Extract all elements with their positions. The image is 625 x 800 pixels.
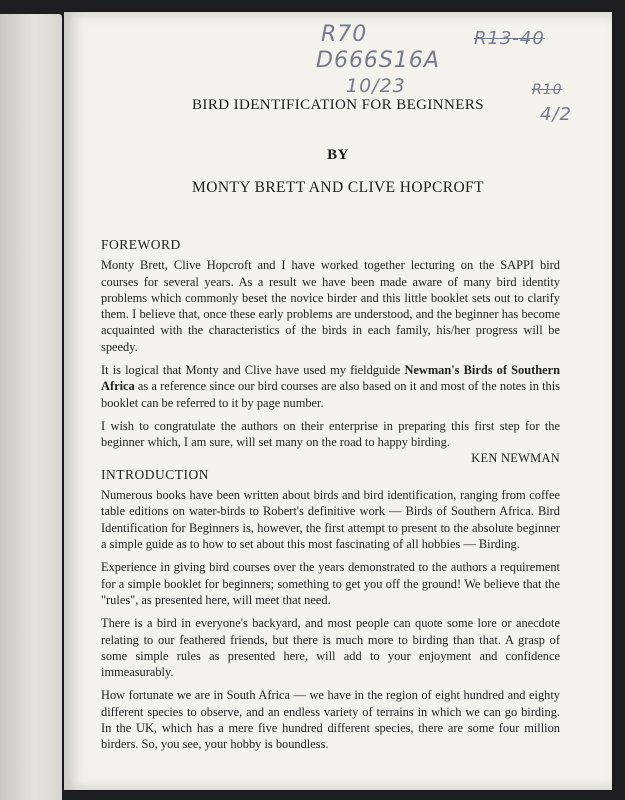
introduction-paragraph-3: There is a bird in everyone's backyard, and most people can quote some lore or anecdote relating to our feathered friends, but there is much more to birding than that. A grasp of some simple rules as presented here, will add to your enjoyment and confidence immeasurably. xyxy=(101,616,560,680)
introduction-paragraph-1: Numerous books have been written about birds and bird identification, ranging from coffee table editions on water-birds to Robert's definitive work — Birds of Southern Africa. Bird Identification for Beginners is, however, the first attempt to present to the absolute beginner a simple guide as to how to set about this most fascinating of all hobbies — Birding. xyxy=(101,488,560,552)
foreword-paragraph-2 xyxy=(101,362,560,411)
foreword-paragraph-3: I wish to congratulate the authors on their enterprise in preparing this first step for the beginner which, I am sure, will set many on the road to happy birding. xyxy=(101,418,560,450)
page-title: BIRD IDENTIFICATION FOR BEGINNERS xyxy=(192,97,484,113)
fieldguide-title: Newman's Birds of Southern Africa xyxy=(101,363,560,394)
title-by: BY xyxy=(327,147,349,163)
left-page-edge xyxy=(0,14,62,800)
foreword-p2-text-b: as a reference since our bird courses are also based on it and most of the notes in this booklet can be referred to it by page number. xyxy=(101,379,560,410)
handwritten-date: 10/23 xyxy=(346,75,406,97)
introduction-heading: INTRODUCTION xyxy=(101,466,209,482)
foreword-p2-text-a: It is logical that Monty and Clive have used my fieldguide xyxy=(101,363,405,378)
handwritten-stock-code: D666S16A xyxy=(316,48,440,73)
title-authors: MONTY BRETT AND CLIVE HOPCROFT xyxy=(192,179,484,196)
handwritten-struck-r: R10 xyxy=(532,82,563,98)
introduction-paragraph-4: How fortunate we are in South Africa — we have in the region of eight hundred and eighty different species to observe, and an endless variety of terrains in which we can go birding. In the UK, which has a mere five hundred different species, there are some four million birders. So, you see, your hobby is boundless. xyxy=(101,688,560,752)
foreword-heading: FOREWORD xyxy=(101,237,181,252)
handwritten-struck-price: R13-40 xyxy=(474,28,545,49)
foreword-paragraph-1: Monty Brett, Clive Hopcroft and I have worked together lecturing on the SAPPI bird courses for several years. As a result we have been made aware of many bird identity problems which commonly beset the novice birder and this little booklet sets out to clarify them. I believe that, once these early problems are understood, and the beginner has become acquainted with the characteristics of the birds in each family, his/her progress will be speedy. xyxy=(101,258,560,354)
introduction-paragraph-2: Experience in giving bird courses over the years demonstrated to the authors a requirement for a simple booklet for beginners; something to get you off the ground! We believe that the "rules", as presented here, will meet that need. xyxy=(101,560,560,607)
page-body xyxy=(101,237,560,760)
booklet-page xyxy=(64,12,612,790)
foreword-signature: KEN NEWMAN xyxy=(471,450,560,465)
handwritten-fraction: 4/2 xyxy=(540,104,572,125)
handwritten-price-note: R70 xyxy=(321,22,368,47)
